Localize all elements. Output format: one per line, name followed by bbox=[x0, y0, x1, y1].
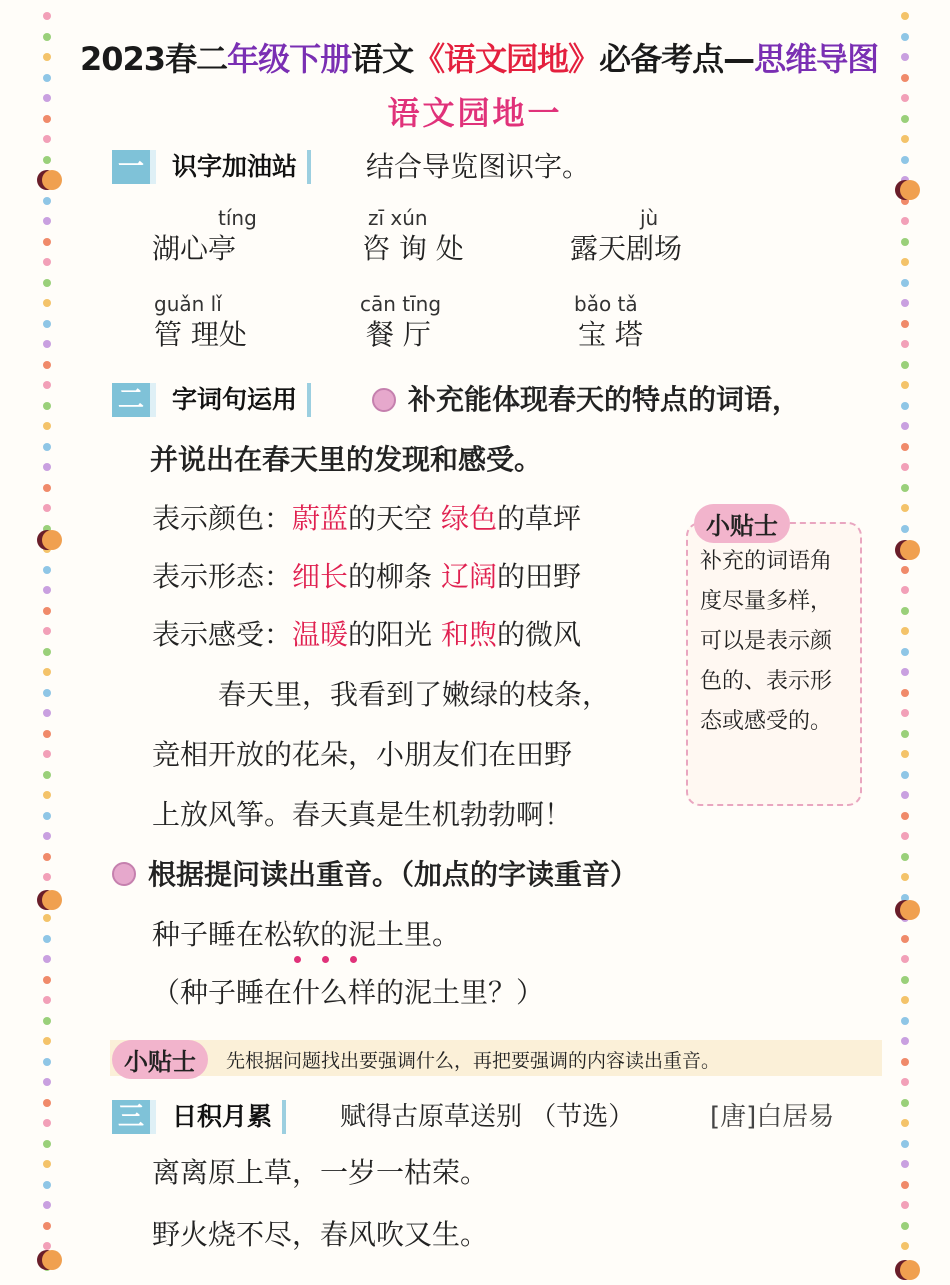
border-dot bbox=[901, 955, 909, 963]
border-dot bbox=[43, 853, 51, 861]
tip-line: 补充的词语角 bbox=[700, 549, 833, 574]
border-dot bbox=[901, 1058, 909, 1066]
pinyin: jù bbox=[640, 206, 659, 230]
border-dot bbox=[43, 12, 51, 20]
border-dot bbox=[901, 361, 909, 369]
paragraph-line: 上放风筝。春天真是生机勃勃啊！ bbox=[152, 798, 573, 831]
tip-line: 态或感受的。 bbox=[700, 709, 833, 734]
phrase-tail: 的田野 bbox=[496, 560, 581, 593]
border-flower-icon bbox=[900, 1260, 920, 1280]
border-dot bbox=[43, 668, 51, 676]
border-dot bbox=[901, 1222, 909, 1230]
task2-sentence: 种子睡在松软的泥土里。 bbox=[152, 918, 461, 951]
pinyin: zī xún bbox=[368, 206, 428, 230]
border-dot bbox=[43, 484, 51, 492]
word-row bbox=[152, 502, 581, 536]
border-dot bbox=[901, 135, 909, 143]
border-flower-icon bbox=[42, 890, 62, 910]
border-dot bbox=[43, 258, 51, 266]
title-part: 语文 bbox=[351, 40, 414, 78]
row-label: 表示感受： bbox=[152, 618, 293, 651]
border-dot bbox=[43, 443, 51, 451]
paragraph-line: 春天里，我看到了嫩绿的枝条， bbox=[218, 678, 611, 711]
border-dot bbox=[43, 791, 51, 799]
border-dot bbox=[43, 1222, 51, 1230]
left-dotted-border bbox=[40, 0, 54, 1285]
border-dot bbox=[43, 1017, 51, 1025]
border-dot bbox=[901, 156, 909, 164]
border-dot bbox=[901, 873, 909, 881]
word: 咨 询 处 bbox=[362, 232, 464, 265]
border-dot bbox=[43, 750, 51, 758]
border-dot bbox=[43, 1242, 51, 1250]
word-row bbox=[152, 618, 581, 652]
flower-bullet-icon bbox=[112, 862, 136, 886]
border-dot bbox=[901, 730, 909, 738]
border-dot bbox=[901, 586, 909, 594]
section1-title: 识字加油站 bbox=[172, 150, 311, 184]
border-dot bbox=[901, 484, 909, 492]
border-dot bbox=[43, 832, 51, 840]
border-dot bbox=[43, 1119, 51, 1127]
word: 宝 塔 bbox=[578, 318, 643, 351]
emphasis-dot bbox=[294, 956, 301, 963]
section3-title: 日积月累 bbox=[172, 1100, 286, 1134]
border-dot bbox=[43, 1058, 51, 1066]
highlight-word: 绿色 bbox=[440, 502, 497, 535]
row-label: 表示形态： bbox=[152, 560, 293, 593]
task2-title: 根据提问读出重音。（加点的字读重音） bbox=[148, 858, 639, 891]
highlight-word: 和煦 bbox=[440, 618, 497, 651]
word: 露天剧场 bbox=[570, 232, 683, 265]
page-title bbox=[80, 34, 878, 80]
highlight-word: 蔚蓝 bbox=[292, 502, 349, 535]
border-dot bbox=[901, 1037, 909, 1045]
border-dot bbox=[43, 955, 51, 963]
border-flower-icon bbox=[42, 530, 62, 550]
highlight-word: 细长 bbox=[292, 560, 349, 593]
border-dot bbox=[901, 996, 909, 1004]
border-dot bbox=[43, 197, 51, 205]
border-dot bbox=[43, 361, 51, 369]
border-dot bbox=[901, 1242, 909, 1250]
highlight-word: 温暖 bbox=[292, 618, 349, 651]
word: 餐 厅 bbox=[366, 318, 431, 351]
highlight-word: 辽阔 bbox=[440, 560, 497, 593]
border-dot bbox=[901, 853, 909, 861]
border-flower-icon bbox=[42, 1250, 62, 1270]
border-dot bbox=[901, 668, 909, 676]
title-part: 2023春二 bbox=[80, 40, 228, 78]
border-dot bbox=[901, 504, 909, 512]
border-dot bbox=[43, 586, 51, 594]
border-dot bbox=[43, 1140, 51, 1148]
tip-text bbox=[700, 542, 850, 742]
page-subtitle: 语文园地一 bbox=[387, 94, 563, 132]
border-dot bbox=[43, 320, 51, 328]
tip-line: 色的、表示形 bbox=[700, 669, 833, 694]
border-dot bbox=[901, 750, 909, 758]
border-dot bbox=[901, 1160, 909, 1168]
border-dot bbox=[901, 53, 909, 61]
border-dot bbox=[901, 1201, 909, 1209]
border-dot bbox=[901, 463, 909, 471]
border-dot bbox=[43, 135, 51, 143]
border-dot bbox=[901, 1119, 909, 1127]
border-dot bbox=[901, 443, 909, 451]
phrase-tail: 的天空 bbox=[348, 502, 433, 535]
section1-instruction: 结合导览图识字。 bbox=[366, 150, 591, 183]
border-dot bbox=[901, 812, 909, 820]
border-dot bbox=[901, 1140, 909, 1148]
border-dot bbox=[901, 935, 909, 943]
poem-line: 离离原上草，一岁一枯荣。 bbox=[152, 1156, 489, 1189]
border-dot bbox=[901, 258, 909, 266]
border-dot bbox=[43, 422, 51, 430]
border-dot bbox=[901, 33, 909, 41]
border-dot bbox=[43, 74, 51, 82]
right-dotted-border bbox=[898, 0, 912, 1285]
border-dot bbox=[901, 689, 909, 697]
border-dot bbox=[43, 1037, 51, 1045]
border-dot bbox=[43, 53, 51, 61]
border-dot bbox=[43, 1099, 51, 1107]
pinyin: guǎn lǐ bbox=[154, 292, 222, 316]
word: 管 理处 bbox=[154, 318, 247, 351]
border-dot bbox=[901, 238, 909, 246]
word: 湖心亭 bbox=[152, 232, 237, 265]
tip-line: 可以是表示颜 bbox=[700, 629, 833, 654]
border-dot bbox=[43, 402, 51, 410]
section2-number: 二 bbox=[112, 383, 156, 417]
border-dot bbox=[901, 566, 909, 574]
border-dot bbox=[43, 771, 51, 779]
border-dot bbox=[43, 1078, 51, 1086]
border-dot bbox=[43, 504, 51, 512]
border-dot bbox=[43, 33, 51, 41]
border-dot bbox=[901, 340, 909, 348]
border-dot bbox=[43, 217, 51, 225]
border-dot bbox=[43, 730, 51, 738]
poem-author: [唐]白居易 bbox=[710, 1102, 835, 1132]
title-part: 必备考点— bbox=[599, 40, 755, 78]
task1-line1: 补充能体现春天的特点的词语， bbox=[408, 383, 801, 416]
phrase-tail: 的阳光 bbox=[348, 618, 433, 651]
border-dot bbox=[43, 812, 51, 820]
border-dot bbox=[901, 627, 909, 635]
task2-question: （种子睡在什么样的泥土里？） bbox=[152, 976, 545, 1009]
border-dot bbox=[901, 217, 909, 225]
border-dot bbox=[43, 935, 51, 943]
border-dot bbox=[901, 422, 909, 430]
phrase-tail: 的草坪 bbox=[496, 502, 581, 535]
tip-line: 度尽量多样， bbox=[700, 589, 833, 614]
border-dot bbox=[901, 648, 909, 656]
border-dot bbox=[901, 299, 909, 307]
title-part: 思维导图 bbox=[754, 40, 879, 78]
border-dot bbox=[43, 156, 51, 164]
section3-number: 三 bbox=[112, 1100, 156, 1134]
border-flower-icon bbox=[900, 540, 920, 560]
border-dot bbox=[43, 914, 51, 922]
word-row bbox=[152, 560, 581, 594]
border-dot bbox=[901, 1017, 909, 1025]
border-dot bbox=[43, 1201, 51, 1209]
border-dot bbox=[901, 771, 909, 779]
border-dot bbox=[43, 1160, 51, 1168]
border-dot bbox=[43, 463, 51, 471]
border-dot bbox=[901, 525, 909, 533]
poem-title: 赋得古原草送别 （节选） bbox=[340, 1102, 635, 1132]
border-dot bbox=[901, 976, 909, 984]
border-dot bbox=[43, 279, 51, 287]
emphasis-dot bbox=[322, 956, 329, 963]
border-dot bbox=[43, 873, 51, 881]
title-part: 《语文园地》 bbox=[413, 40, 600, 78]
section1-number: 一 bbox=[112, 150, 156, 184]
border-dot bbox=[901, 1181, 909, 1189]
border-flower-icon bbox=[900, 900, 920, 920]
tip-text: 先根据问题找出要强调什么，再把要强调的内容读出重音。 bbox=[226, 1050, 721, 1072]
border-dot bbox=[43, 566, 51, 574]
phrase-tail: 的微风 bbox=[496, 618, 581, 651]
section2-title: 字词句运用 bbox=[172, 383, 311, 417]
border-dot bbox=[901, 381, 909, 389]
border-dot bbox=[43, 648, 51, 656]
border-dot bbox=[43, 627, 51, 635]
tip-label: 小贴士 bbox=[112, 1040, 208, 1079]
border-dot bbox=[43, 709, 51, 717]
flower-bullet-icon bbox=[372, 388, 396, 412]
pinyin: bǎo tǎ bbox=[574, 292, 638, 316]
border-flower-icon bbox=[42, 170, 62, 190]
border-dot bbox=[43, 381, 51, 389]
border-dot bbox=[43, 238, 51, 246]
task1-line2: 并说出在春天里的发现和感受。 bbox=[150, 443, 543, 476]
pinyin: cān tīng bbox=[360, 292, 442, 316]
paragraph-line: 竞相开放的花朵，小朋友们在田野 bbox=[152, 738, 573, 771]
border-dot bbox=[43, 976, 51, 984]
border-flower-icon bbox=[900, 180, 920, 200]
border-dot bbox=[43, 996, 51, 1004]
border-dot bbox=[901, 1078, 909, 1086]
emphasis-dot bbox=[350, 956, 357, 963]
border-dot bbox=[901, 279, 909, 287]
border-dot bbox=[901, 1099, 909, 1107]
pinyin: tíng bbox=[218, 206, 257, 230]
border-dot bbox=[43, 340, 51, 348]
border-dot bbox=[43, 689, 51, 697]
border-dot bbox=[43, 607, 51, 615]
border-dot bbox=[901, 709, 909, 717]
border-dot bbox=[901, 832, 909, 840]
border-dot bbox=[901, 607, 909, 615]
row-label: 表示颜色： bbox=[152, 502, 293, 535]
border-dot bbox=[43, 1181, 51, 1189]
tip-label: 小贴士 bbox=[694, 504, 790, 543]
phrase-tail: 的柳条 bbox=[348, 560, 433, 593]
border-dot bbox=[901, 402, 909, 410]
poem-line: 野火烧不尽，春风吹又生。 bbox=[152, 1218, 489, 1251]
border-dot bbox=[43, 299, 51, 307]
border-dot bbox=[901, 74, 909, 82]
border-dot bbox=[901, 791, 909, 799]
border-dot bbox=[901, 320, 909, 328]
title-part: 年级下册 bbox=[227, 40, 352, 78]
border-dot bbox=[901, 12, 909, 20]
